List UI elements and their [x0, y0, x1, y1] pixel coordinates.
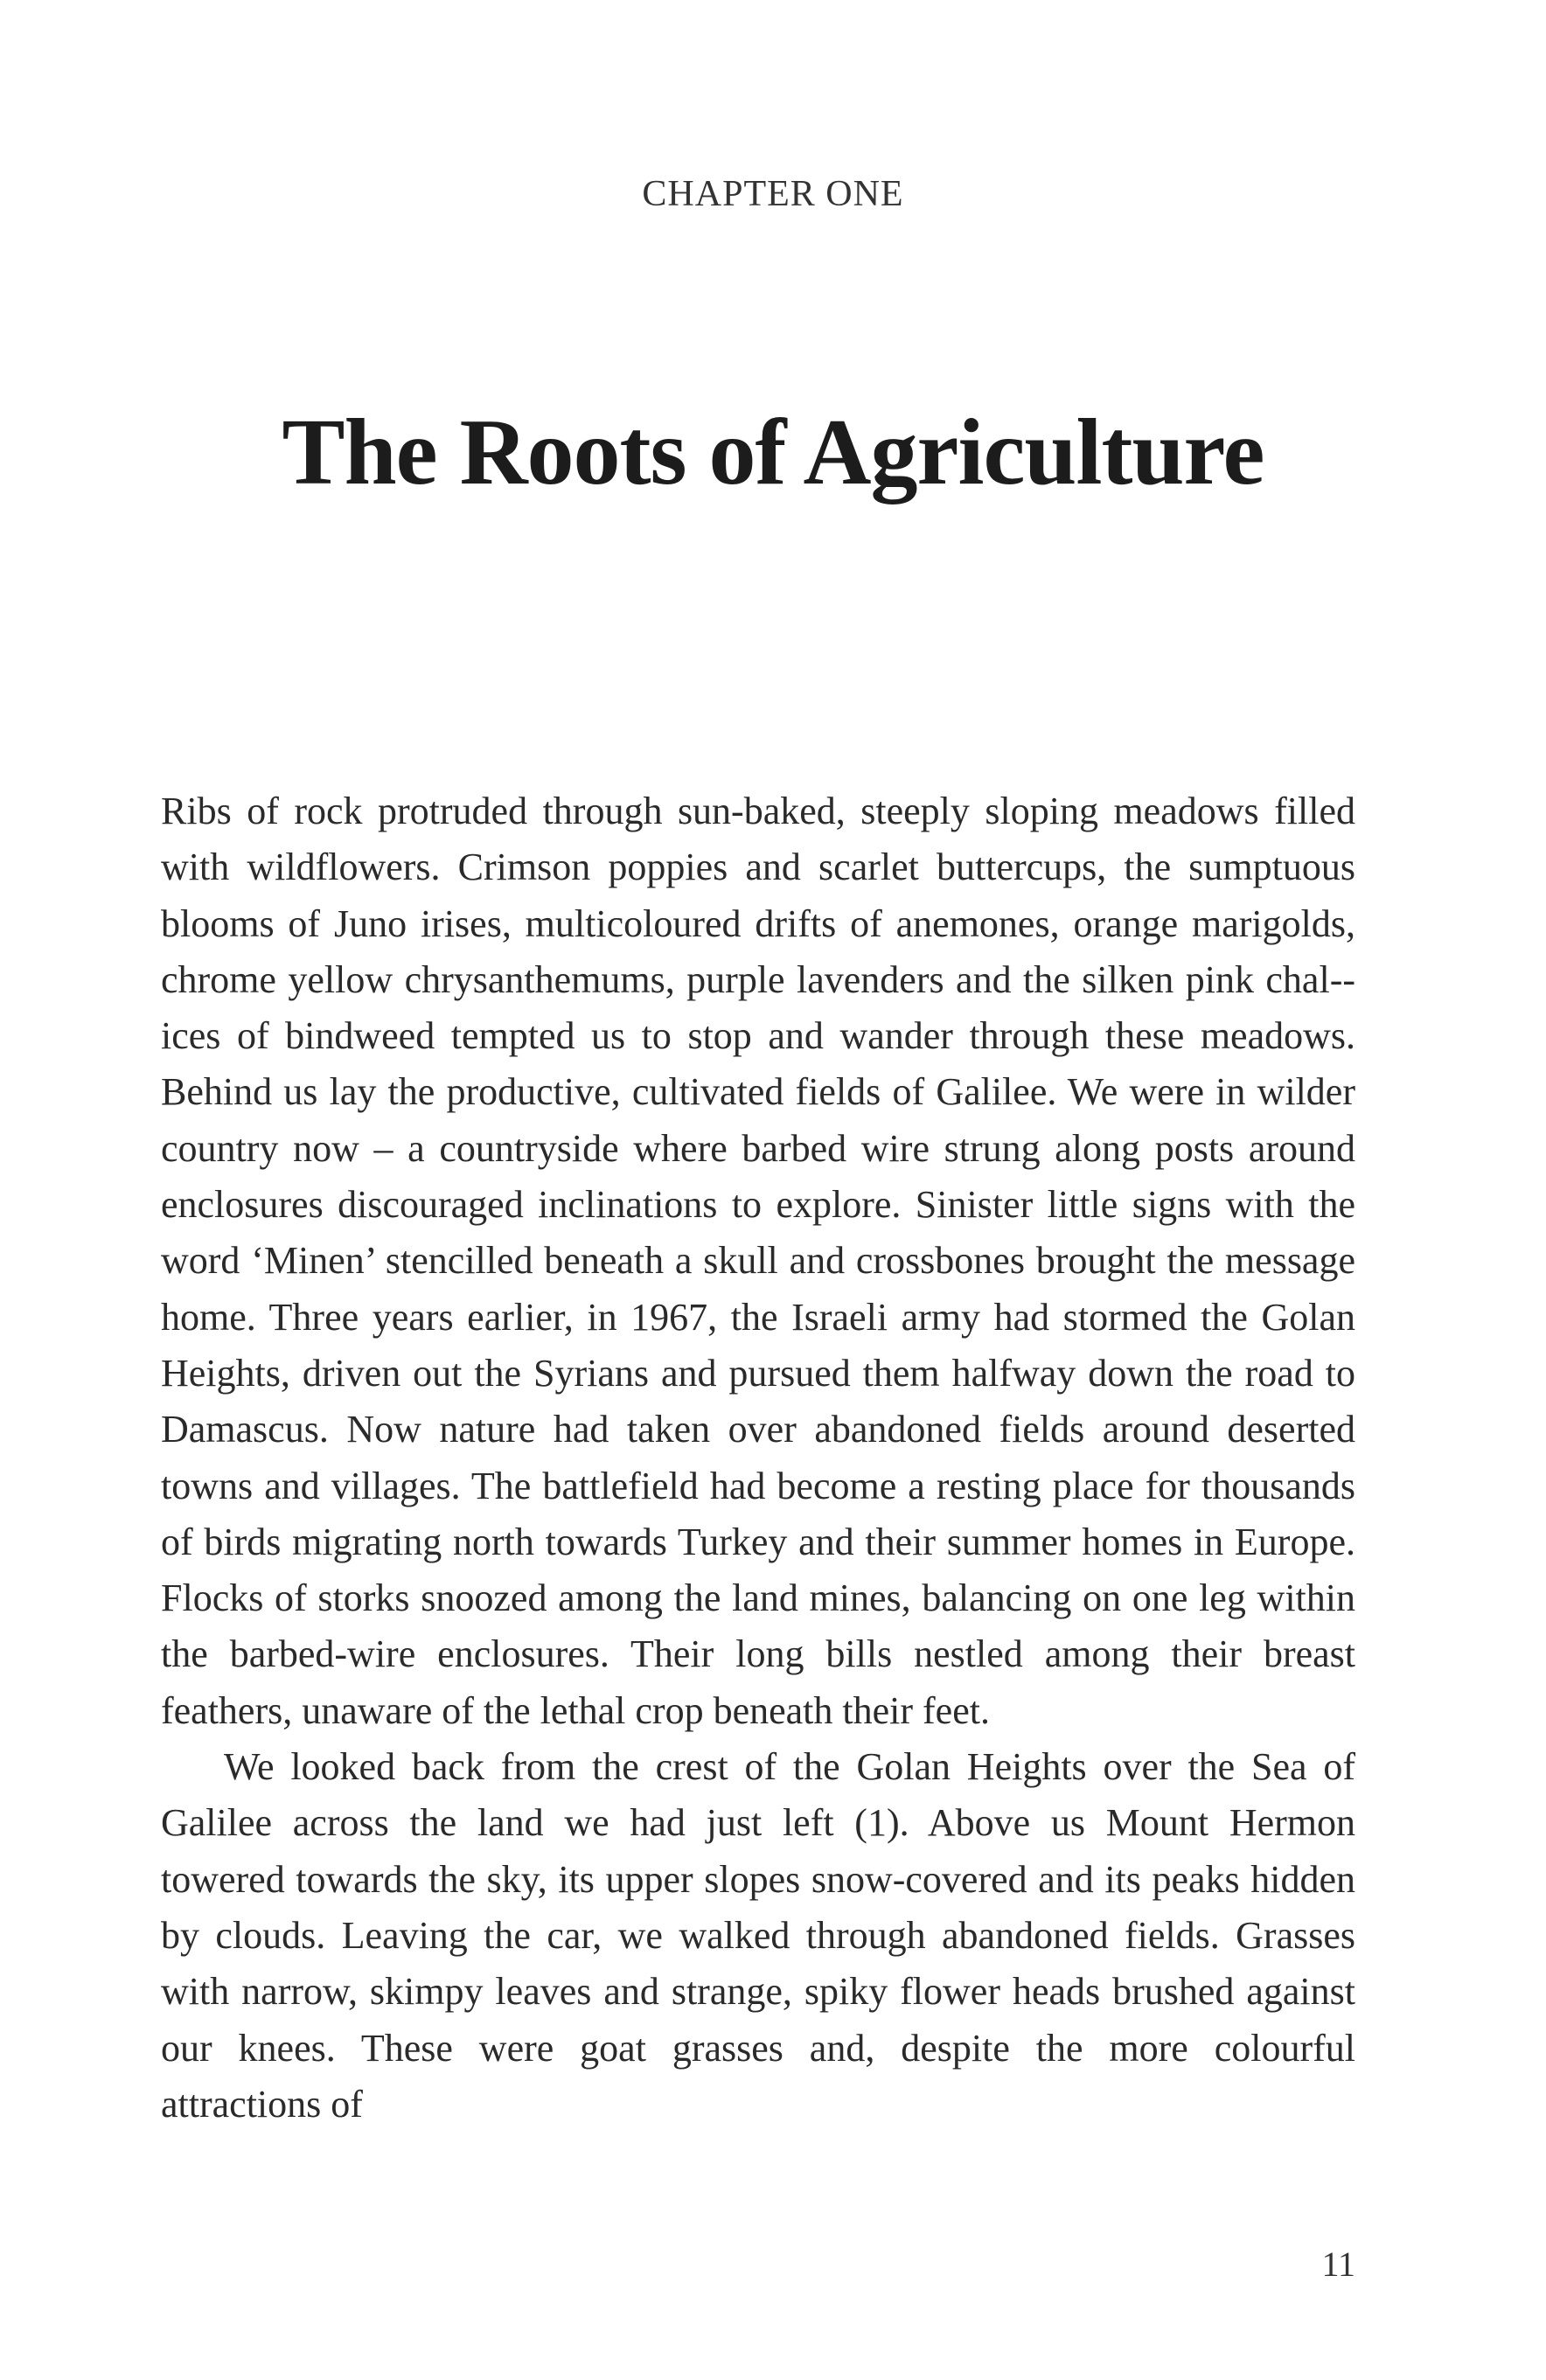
chapter-title: The Roots of Agriculture	[282, 400, 1264, 505]
chapter-label: CHAPTER ONE	[642, 174, 904, 214]
page-number: 11	[1321, 2244, 1355, 2284]
body-text	[161, 783, 1355, 2133]
paragraph: We looked back from the crest of the Golan Heights over the Sea of Galilee across the land we had just left (1). Above us Mount Hermon towered towards the sky, its upper slopes snow-covered and its peaks hidden by clouds. Leaving the car, we walked through abandoned fields. Grasses with narrow, skimpy leaves and strange, spiky flower heads brushed against our knees. These were goat grasses and, despite the more colourful attractions of	[161, 1745, 1355, 2126]
paragraph: Ribs of rock protruded through sun-baked, steeply sloping meadows filled with wildflowers. Crimson poppies and scarlet buttercups, the sumptuous blooms of Juno irises, multicoloured drifts of anemones, orange marigolds, chrome yellow chrysanthemums, purple lavenders and the silken pink chal-ices of bindweed tempted us to stop and wander through these meadows. Behind us lay the productive, cultivated fields of Galilee. We were in wilder country now – a countryside where barbed wire strung along posts around enclosures discouraged inclinations to explore. Sinister little signs with the word ‘Minen’ stencilled beneath a skull and crossbones brought the message home. Three years earlier, in 1967, the Israeli army had stormed the Golan Heights, driven out the Syrians and pursued them halfway down the road to Damascus. Now nature had taken over abandoned fields around deserted towns and villages. The battlefield had become a resting place for thousands of birds migrating north towards Turkey and their summer homes in Europe. Flocks of storks snoozed among the land mines, balancing on one leg within the barbed-wire enclosures. Their long bills nestled among their breast feathers, unaware of the lethal crop beneath their feet.	[161, 790, 1355, 1732]
